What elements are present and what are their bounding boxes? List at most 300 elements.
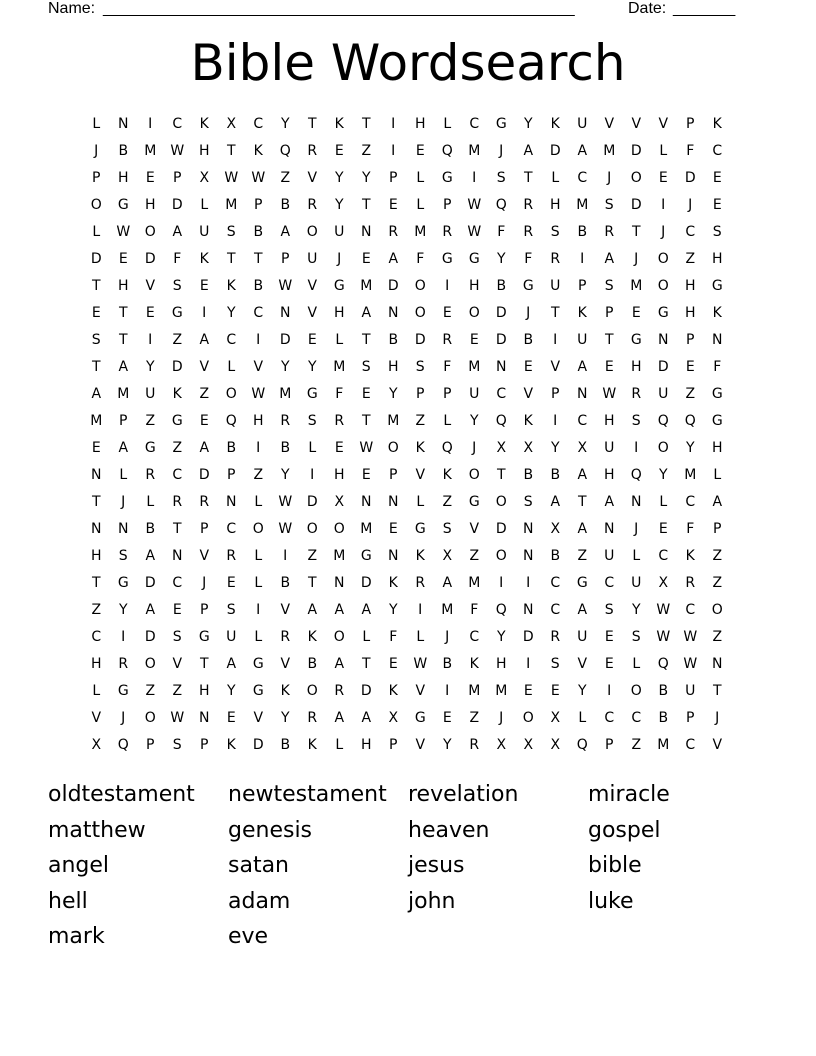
grid-letter: Y [361, 170, 372, 186]
grid-letter: U [604, 548, 615, 564]
grid-letter: Y [118, 602, 129, 618]
grid-letter: T [199, 656, 210, 672]
grid-letter: H [144, 197, 157, 213]
grid-letter: Y [577, 683, 588, 699]
grid-letter: G [171, 305, 184, 321]
grid-letter: B [658, 710, 669, 726]
grid-letter: M [225, 197, 238, 213]
grid-letter: K [226, 737, 237, 753]
word-list-item: miracle [588, 782, 670, 807]
letter-grid [83, 111, 731, 759]
grid-letter: C [172, 575, 183, 591]
grid-letter: F [443, 359, 452, 375]
grid-letter: U [334, 224, 345, 240]
grid-letter: K [712, 305, 723, 321]
grid-letter: T [361, 656, 372, 672]
grid-letter: H [117, 278, 130, 294]
grid-letter: Q [117, 737, 130, 753]
grid-letter: V [415, 683, 426, 699]
grid-letter: T [496, 467, 507, 483]
grid-letter: L [416, 629, 425, 645]
grid-letter: O [144, 656, 157, 672]
grid-letter: Y [685, 440, 696, 456]
grid-letter: Z [199, 386, 210, 402]
grid-letter: C [253, 305, 264, 321]
grid-letter: A [118, 359, 129, 375]
grid-letter: G [144, 440, 157, 456]
grid-letter: D [144, 629, 157, 645]
grid-letter: Q [657, 656, 670, 672]
grid-letter: F [389, 629, 398, 645]
grid-letter: K [280, 683, 291, 699]
name-field-line: _____________________________________________________ [103, 0, 575, 17]
grid-letter: A [226, 656, 237, 672]
grid-letter: E [631, 305, 642, 321]
grid-letter: N [226, 494, 237, 510]
grid-letter: D [360, 683, 373, 699]
grid-letter: H [198, 143, 211, 159]
grid-letter: W [413, 656, 428, 672]
grid-letter: M [333, 359, 346, 375]
grid-letter: T [631, 224, 642, 240]
grid-letter: P [686, 116, 695, 132]
grid-letter: O [657, 440, 670, 456]
grid-letter: P [281, 251, 290, 267]
grid-letter: G [522, 278, 535, 294]
grid-letter: S [550, 224, 561, 240]
grid-letter: S [172, 629, 183, 645]
grid-letter: Y [280, 116, 291, 132]
grid-letter: E [91, 305, 102, 321]
grid-letter: Q [684, 413, 697, 429]
grid-letter: Z [307, 548, 318, 564]
grid-letter: N [577, 386, 588, 402]
grid-letter: E [442, 710, 453, 726]
word-list-item: satan [228, 853, 289, 878]
grid-letter: H [117, 170, 130, 186]
grid-letter: M [360, 278, 373, 294]
grid-letter: B [523, 332, 534, 348]
grid-letter: S [712, 224, 723, 240]
grid-letter: Y [307, 359, 318, 375]
word-list-item: angel [48, 853, 110, 878]
grid-letter: A [577, 143, 588, 159]
grid-letter: C [172, 116, 183, 132]
grid-letter: G [468, 494, 481, 510]
grid-letter: X [658, 575, 669, 591]
grid-letter: O [225, 386, 238, 402]
grid-letter: P [92, 170, 101, 186]
grid-letter: A [199, 332, 210, 348]
grid-letter: P [605, 305, 614, 321]
grid-letter: G [117, 683, 130, 699]
grid-letter: G [117, 197, 130, 213]
grid-letter: O [414, 278, 427, 294]
grid-letter: L [632, 548, 641, 564]
grid-letter: F [497, 224, 506, 240]
grid-letter: A [172, 224, 183, 240]
grid-letter: L [335, 332, 344, 348]
grid-letter: L [200, 197, 209, 213]
grid-letter: D [522, 629, 535, 645]
word-list [48, 780, 768, 958]
grid-letter: F [686, 521, 695, 537]
grid-letter: Y [226, 305, 237, 321]
grid-letter: L [578, 710, 587, 726]
grid-letter: O [522, 710, 535, 726]
grid-letter: N [388, 548, 399, 564]
grid-letter: A [145, 602, 156, 618]
grid-letter: N [361, 494, 372, 510]
grid-letter: T [307, 575, 318, 591]
grid-letter: I [526, 575, 531, 591]
grid-letter: I [148, 116, 153, 132]
grid-letter: U [577, 629, 588, 645]
grid-letter: B [496, 278, 507, 294]
grid-letter: A [145, 548, 156, 564]
grid-letter: W [683, 656, 698, 672]
grid-letter: B [145, 521, 156, 537]
grid-letter: Z [172, 332, 183, 348]
grid-letter: U [145, 386, 156, 402]
grid-letter: F [173, 251, 182, 267]
grid-letter: O [306, 683, 319, 699]
grid-letter: E [199, 278, 210, 294]
grid-letter: R [550, 629, 561, 645]
grid-letter: V [604, 116, 615, 132]
grid-letter: N [496, 359, 507, 375]
grid-letter: I [283, 548, 288, 564]
grid-letter: T [253, 251, 264, 267]
word-list-item: heaven [408, 817, 490, 843]
grid-letter: W [170, 143, 185, 159]
grid-letter: I [553, 413, 558, 429]
grid-letter: T [550, 305, 561, 321]
grid-letter: Q [441, 143, 454, 159]
grid-letter: M [684, 467, 697, 483]
grid-letter: S [604, 278, 615, 294]
grid-letter: X [496, 737, 507, 753]
grid-letter: I [256, 332, 261, 348]
grid-letter: X [226, 116, 237, 132]
grid-letter: N [523, 548, 534, 564]
grid-letter: R [280, 629, 291, 645]
grid-letter: P [389, 170, 398, 186]
grid-letter: M [603, 143, 616, 159]
grid-letter: P [416, 386, 425, 402]
grid-letter: I [310, 467, 315, 483]
grid-letter: D [144, 251, 157, 267]
grid-letter: R [685, 575, 696, 591]
grid-letter: D [144, 575, 157, 591]
grid-letter: P [389, 737, 398, 753]
grid-letter: Z [172, 440, 183, 456]
grid-letter: E [604, 359, 615, 375]
grid-letter: Y [226, 683, 237, 699]
grid-letter: J [661, 224, 666, 240]
grid-letter: I [526, 656, 531, 672]
grid-letter: Z [712, 575, 723, 591]
grid-letter: V [550, 359, 561, 375]
grid-letter: E [145, 305, 156, 321]
grid-letter: J [202, 575, 207, 591]
grid-letter: Z [577, 548, 588, 564]
grid-letter: I [661, 197, 666, 213]
grid-letter: P [443, 197, 452, 213]
grid-letter: S [604, 197, 615, 213]
grid-letter: H [711, 251, 724, 267]
grid-letter: I [391, 143, 396, 159]
grid-letter: R [118, 656, 129, 672]
grid-letter: N [388, 305, 399, 321]
grid-letter: H [333, 305, 346, 321]
grid-letter: W [278, 278, 293, 294]
grid-letter: I [445, 683, 450, 699]
grid-letter: U [658, 386, 669, 402]
grid-letter: S [226, 602, 237, 618]
grid-letter: V [199, 548, 210, 564]
grid-letter: S [442, 521, 453, 537]
grid-letter: G [711, 413, 724, 429]
page-title: Bible Wordsearch [190, 34, 626, 92]
grid-letter: C [550, 575, 561, 591]
grid-letter: H [360, 737, 373, 753]
grid-letter: B [307, 656, 318, 672]
grid-letter: E [712, 197, 723, 213]
grid-letter: T [91, 494, 102, 510]
grid-letter: Q [225, 413, 238, 429]
grid-letter: M [279, 386, 292, 402]
grid-letter: O [711, 602, 724, 618]
grid-letter: T [361, 116, 372, 132]
grid-letter: L [227, 359, 236, 375]
grid-letter: K [199, 116, 210, 132]
grid-letter: Y [496, 629, 507, 645]
grid-letter: E [334, 143, 345, 159]
grid-letter: V [631, 116, 642, 132]
grid-letter: M [90, 413, 103, 429]
grid-letter: N [523, 521, 534, 537]
grid-letter: Y [280, 710, 291, 726]
grid-letter: G [468, 251, 481, 267]
grid-letter: C [577, 170, 588, 186]
grid-letter: P [551, 386, 560, 402]
grid-letter: S [118, 548, 129, 564]
grid-letter: K [550, 116, 561, 132]
grid-letter: Z [361, 143, 372, 159]
grid-letter: W [224, 170, 239, 186]
grid-letter: N [91, 467, 102, 483]
grid-letter: S [523, 494, 534, 510]
grid-letter: R [172, 494, 183, 510]
grid-letter: D [684, 170, 697, 186]
grid-letter: A [334, 710, 345, 726]
grid-letter: L [146, 494, 155, 510]
grid-letter: B [388, 332, 399, 348]
grid-letter: X [199, 170, 210, 186]
grid-letter: V [307, 305, 318, 321]
grid-letter: W [278, 494, 293, 510]
grid-letter: M [630, 278, 643, 294]
grid-letter: R [550, 251, 561, 267]
grid-letter: R [442, 224, 453, 240]
grid-letter: O [468, 467, 481, 483]
grid-letter: L [632, 656, 641, 672]
word-list-item: hell [48, 888, 88, 914]
grid-letter: X [550, 521, 561, 537]
grid-letter: Z [442, 494, 453, 510]
grid-letter: F [416, 251, 425, 267]
grid-letter: J [526, 305, 531, 321]
grid-letter: D [360, 575, 373, 591]
grid-letter: H [630, 359, 643, 375]
grid-letter: C [469, 116, 480, 132]
grid-letter: Y [145, 359, 156, 375]
grid-letter: I [634, 440, 639, 456]
grid-letter: E [361, 386, 372, 402]
grid-letter: J [121, 494, 126, 510]
grid-letter: P [119, 413, 128, 429]
word-list-item: gospel [588, 817, 661, 843]
grid-letter: J [634, 521, 639, 537]
grid-letter: P [200, 602, 209, 618]
grid-letter: E [469, 332, 480, 348]
grid-letter: K [307, 737, 318, 753]
grid-letter: Z [631, 737, 642, 753]
grid-letter: K [334, 116, 345, 132]
grid-letter: B [253, 224, 264, 240]
grid-letter: W [251, 386, 266, 402]
grid-letter: D [306, 494, 319, 510]
grid-letter: X [388, 710, 399, 726]
grid-letter: E [388, 521, 399, 537]
grid-letter: Q [441, 440, 454, 456]
grid-letter: E [442, 305, 453, 321]
grid-letter: Y [496, 251, 507, 267]
grid-letter: E [226, 575, 237, 591]
grid-letter: I [499, 575, 504, 591]
grid-letter: E [145, 170, 156, 186]
grid-letter: W [170, 710, 185, 726]
grid-letter: N [631, 494, 642, 510]
grid-letter: A [361, 602, 372, 618]
word-list-item: luke [588, 888, 634, 914]
grid-letter: G [630, 332, 643, 348]
grid-letter: K [523, 413, 534, 429]
grid-letter: U [577, 332, 588, 348]
grid-letter: L [416, 170, 425, 186]
grid-letter: R [307, 710, 318, 726]
grid-letter: O [333, 521, 346, 537]
grid-letter: X [442, 548, 453, 564]
grid-letter: C [685, 224, 696, 240]
grid-letter: A [604, 251, 615, 267]
grid-letter: P [200, 737, 209, 753]
grid-letter: N [712, 656, 723, 672]
grid-letter: W [467, 197, 482, 213]
grid-letter: T [226, 251, 237, 267]
grid-letter: Y [550, 440, 561, 456]
grid-letter: J [472, 440, 477, 456]
grid-letter: K [712, 116, 723, 132]
grid-letter: Y [388, 386, 399, 402]
grid-letter: L [713, 467, 722, 483]
grid-letter: G [441, 170, 454, 186]
word-list-item: revelation [408, 782, 519, 807]
grid-letter: I [121, 629, 126, 645]
grid-letter: J [634, 251, 639, 267]
grid-letter: J [499, 143, 504, 159]
grid-letter: K [226, 278, 237, 294]
grid-letter: G [414, 521, 427, 537]
grid-letter: T [118, 305, 129, 321]
grid-letter: E [523, 359, 534, 375]
grid-letter: V [199, 359, 210, 375]
grid-letter: R [334, 683, 345, 699]
grid-letter: I [418, 602, 423, 618]
grid-letter: G [657, 305, 670, 321]
grid-letter: Q [495, 197, 508, 213]
grid-letter: I [256, 440, 261, 456]
grid-letter: O [657, 278, 670, 294]
grid-letter: R [280, 413, 291, 429]
grid-letter: Y [442, 737, 453, 753]
grid-letter: Q [495, 413, 508, 429]
grid-letter: H [711, 440, 724, 456]
grid-letter: X [91, 737, 102, 753]
grid-letter: B [280, 575, 291, 591]
grid-letter: I [553, 332, 558, 348]
grid-letter: N [361, 224, 372, 240]
grid-letter: A [523, 143, 534, 159]
grid-letter: S [91, 332, 102, 348]
grid-letter: H [333, 467, 346, 483]
grid-letter: N [172, 548, 183, 564]
grid-letter: Y [388, 602, 399, 618]
grid-letter: K [172, 386, 183, 402]
grid-letter: D [171, 359, 184, 375]
grid-letter: E [388, 656, 399, 672]
grid-letter: K [442, 467, 453, 483]
grid-letter: N [280, 305, 291, 321]
grid-letter: O [333, 629, 346, 645]
grid-letter: F [713, 359, 722, 375]
grid-letter: V [307, 170, 318, 186]
grid-letter: U [307, 251, 318, 267]
grid-letter: H [603, 413, 616, 429]
grid-letter: R [442, 332, 453, 348]
grid-letter: C [604, 575, 615, 591]
grid-letter: U [604, 440, 615, 456]
grid-letter: C [469, 629, 480, 645]
grid-letter: P [254, 197, 263, 213]
word-list-item: newtestament [228, 782, 387, 807]
grid-letter: Y [280, 467, 291, 483]
grid-letter: I [607, 683, 612, 699]
grid-letter: D [279, 332, 292, 348]
grid-letter: D [252, 737, 265, 753]
grid-letter: L [362, 629, 371, 645]
grid-letter: A [199, 440, 210, 456]
grid-letter: E [361, 467, 372, 483]
grid-letter: P [578, 278, 587, 294]
grid-letter: E [361, 251, 372, 267]
grid-letter: K [469, 656, 480, 672]
grid-letter: S [550, 656, 561, 672]
grid-letter: P [443, 386, 452, 402]
grid-letter: Z [145, 413, 156, 429]
grid-letter: E [172, 602, 183, 618]
